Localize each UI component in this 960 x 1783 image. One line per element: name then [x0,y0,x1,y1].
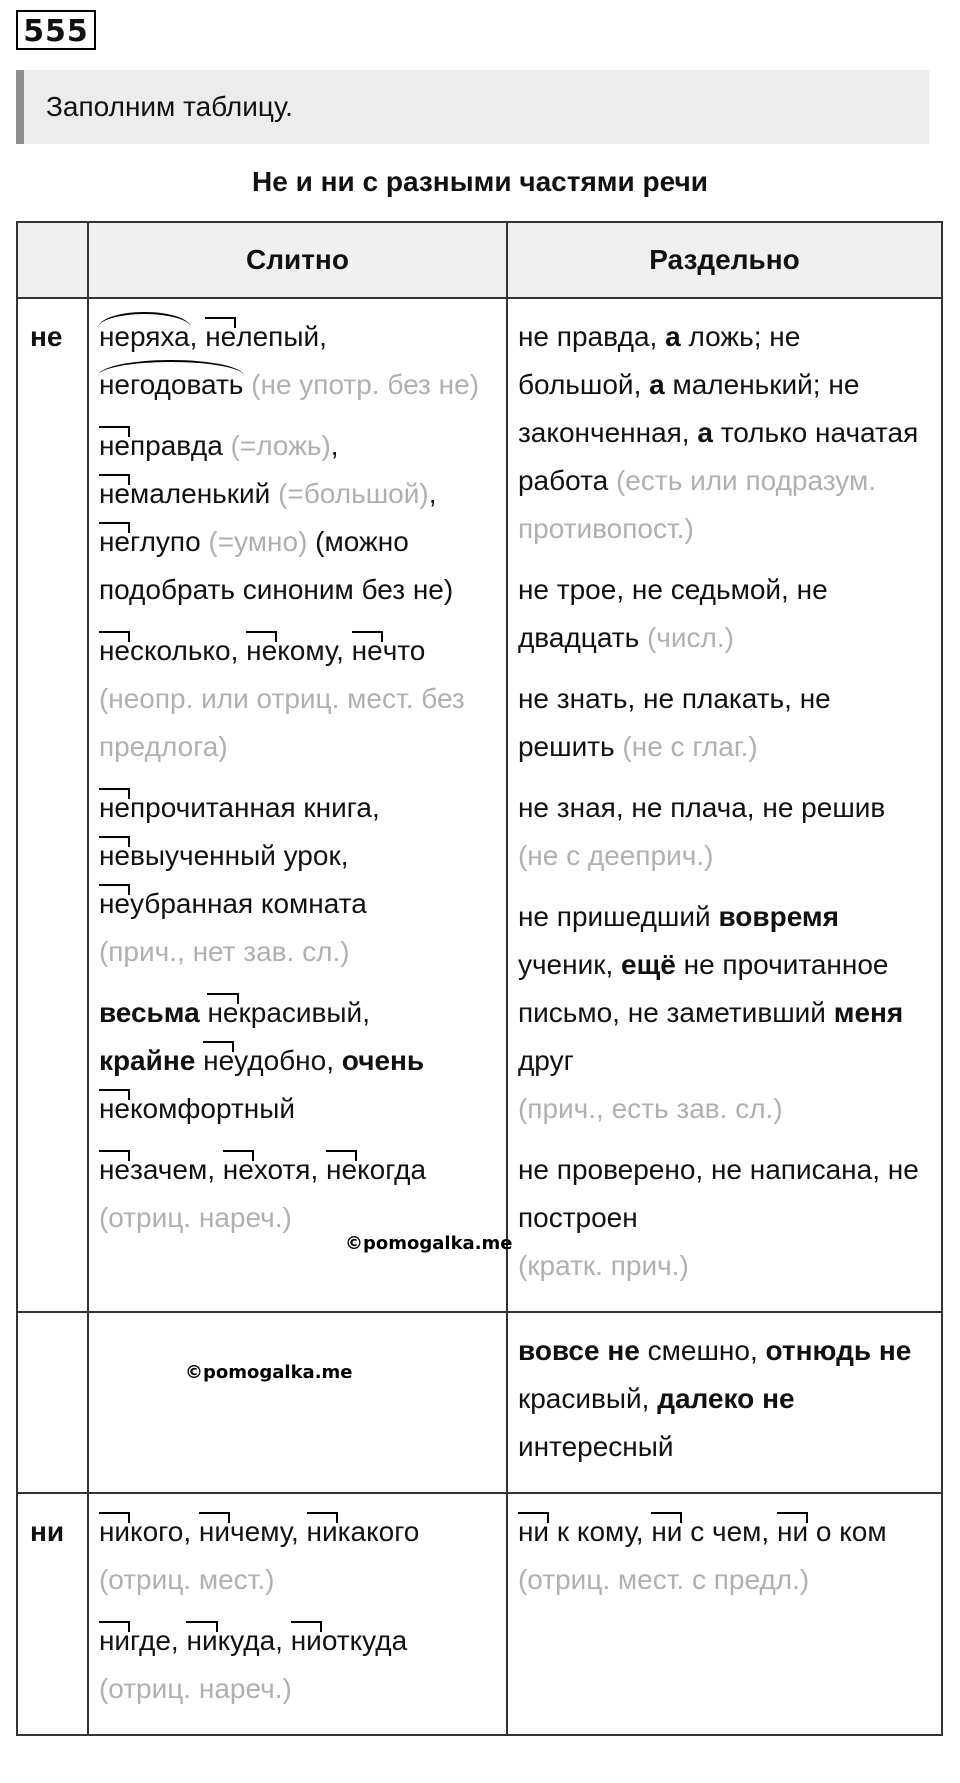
bold-word: далеко не [657,1383,795,1414]
row-label-empty [17,1312,88,1493]
cell-ni-together [88,1493,507,1735]
note: (неопр. или отриц. мест. без предлога) [98,683,465,762]
word-rest: что [382,635,426,666]
word-rest: какого [337,1516,420,1547]
text: не правда, [517,321,666,352]
word-prefix: не [203,1037,234,1085]
word-rest: удобно, [234,1045,334,1076]
word-prefix: не [99,422,130,470]
word-rest: правда [129,430,223,461]
separator: , [230,635,247,666]
bold-word: весьма [98,997,200,1028]
word-prefix: ни [307,1508,338,1556]
word-rest: красивый, [238,997,370,1028]
word-prefix: ни [291,1617,322,1665]
bold-word: отнюдь не [765,1335,912,1366]
header-empty [17,222,88,298]
word-rest: выученный урок, [129,840,349,871]
text: маленький; не законченная, [517,369,860,448]
example-group [518,675,931,771]
note: (прич., есть зав. сл.) [517,1093,783,1124]
row-ni [17,1493,942,1735]
word-prefix: не [99,627,130,675]
word-prefix: не [99,1085,130,1133]
word-prefix: не [99,470,130,518]
example-group [518,893,931,1133]
example-group [518,313,931,553]
text: не прочитанное письмо, не заметивший [517,949,889,1028]
example-group [99,627,496,771]
word-prefix: не [205,313,236,361]
note: (прич., нет зав. сл.) [98,936,350,967]
row-label-ni: ни [17,1493,88,1735]
separator: , [183,1516,199,1547]
word-prefix: ни [99,1508,130,1556]
text: ученик, [517,949,622,980]
word-root: неряха [99,313,190,361]
table-title: Не и ни с разными частями речи [252,166,708,197]
word-rest: прочитанная книга, [129,792,380,823]
bold-word: очень [341,1045,425,1076]
separator: , [336,635,352,666]
word-rest: глупо [129,526,201,557]
word-rest: убранная комната [129,888,367,919]
separator: , [207,1154,223,1185]
cell-ne-together [88,298,507,1312]
note: (есть или подразум. противопост.) [517,465,876,544]
bold-word: крайне [98,1045,196,1076]
example-group [518,1508,931,1604]
note: (не с дееприч.) [517,840,714,871]
note: (отриц. мест. с предл.) [517,1564,810,1595]
separator: , [428,478,437,509]
text: смешно, [639,1335,766,1366]
word-root: негодовать [99,361,243,409]
word-prefix: ни [186,1617,217,1665]
bold-word: меня [833,997,904,1028]
text: не проверено, не написана, не построен [517,1154,919,1233]
example-group [99,313,496,409]
bold-word: а [665,321,681,352]
note: (отриц. мест.) [98,1564,275,1595]
text: не зная, не плача, не решив [517,792,886,823]
row-label-ne: не [17,298,88,1312]
note: (=большой) [270,478,429,509]
watermark: ©pomogalka.me [345,1233,513,1254]
example-group [99,1146,496,1242]
word-rest: лепый [236,321,320,352]
example-group [99,784,496,976]
bold-word: ещё [621,949,676,980]
text: интересный [517,1431,674,1462]
word-prefix: не [207,989,238,1037]
word-prefix: не [99,1146,130,1194]
example-group [99,989,496,1133]
text: ложь; не большой, [517,321,801,400]
word-prefix: не [99,832,130,880]
explanation: (можно подобрать синоним без не) [98,526,454,605]
word-prefix: не [99,784,130,832]
word-rest: комфортный [129,1093,295,1124]
note: (не употр. без не) [243,369,480,400]
note: (кратк. прич.) [517,1250,689,1281]
word-rest: маленький [129,478,271,509]
separator: , [290,1516,307,1547]
bold-word: а [649,369,665,400]
word-rest: зачем [129,1154,208,1185]
word-rest: кому [277,635,337,666]
header-together: Слитно [88,222,507,298]
separator: , [170,1625,187,1656]
word-rest: сколько [129,635,231,666]
example-group [518,566,931,662]
text: о ком [808,1516,887,1547]
word-prefix: ни [199,1508,230,1556]
word-prefix: не [99,880,130,928]
word-prefix: не [246,627,277,675]
word-prefix: ни [651,1508,682,1556]
word-prefix: ни [518,1508,549,1556]
note: (=умно) [200,526,308,557]
bold-word: а [697,417,713,448]
rules-table [16,221,943,1736]
word-prefix: не [326,1146,357,1194]
separator: , [189,321,206,352]
bold-word: вовсе не [517,1335,640,1366]
example-group [518,784,931,880]
note: (отриц. нареч.) [98,1202,292,1233]
word-rest: куда [217,1625,276,1656]
task-text: Заполним таблицу. [16,70,929,144]
cell-ne-separately [507,298,942,1312]
note: (числ.) [639,622,734,653]
word-rest: когда [357,1154,427,1185]
cell-ni-separately [507,1493,942,1735]
example-group [99,1617,496,1713]
note: (отриц. нареч.) [98,1673,292,1704]
word-rest: где [130,1625,171,1656]
separator: , [275,1625,291,1656]
text: не трое, не седьмой, не двадцать [517,574,828,653]
text: к кому, [549,1516,652,1547]
word-prefix: ни [777,1508,808,1556]
separator: , [330,430,339,461]
word-prefix: не [352,627,383,675]
example-group [99,1508,496,1604]
text: не знать, не плакать, не решить [517,683,831,762]
text: друг [517,1045,574,1076]
bold-word: вовремя [718,901,839,932]
row-ne [17,298,942,1312]
word-rest: откуда [321,1625,408,1656]
text: красивый, [517,1383,658,1414]
text: не пришедший [517,901,719,932]
word-prefix: ни [99,1617,130,1665]
word-prefix: не [99,518,130,566]
separator: , [319,321,327,352]
example-group [518,1327,931,1471]
watermark: ©pomogalka.me [185,1362,353,1383]
word-rest: чему [230,1516,291,1547]
text: только начатая работа [517,417,919,496]
note: (=ложь) [222,430,331,461]
row-ne-adverbs [17,1312,942,1493]
example-group [99,422,496,614]
cell-empty [88,1312,507,1493]
separator: , [310,1154,327,1185]
exercise-number: 555 [16,10,96,50]
text: с чем, [682,1516,777,1547]
header-separately: Раздельно [507,222,942,298]
header-row [17,222,942,298]
note: (не с глаг.) [614,731,758,762]
word-rest: хотя [253,1154,311,1185]
word-prefix: не [223,1146,254,1194]
word-rest: кого [130,1516,184,1547]
example-group [518,1146,931,1290]
cell-ne-row2-separately [507,1312,942,1493]
